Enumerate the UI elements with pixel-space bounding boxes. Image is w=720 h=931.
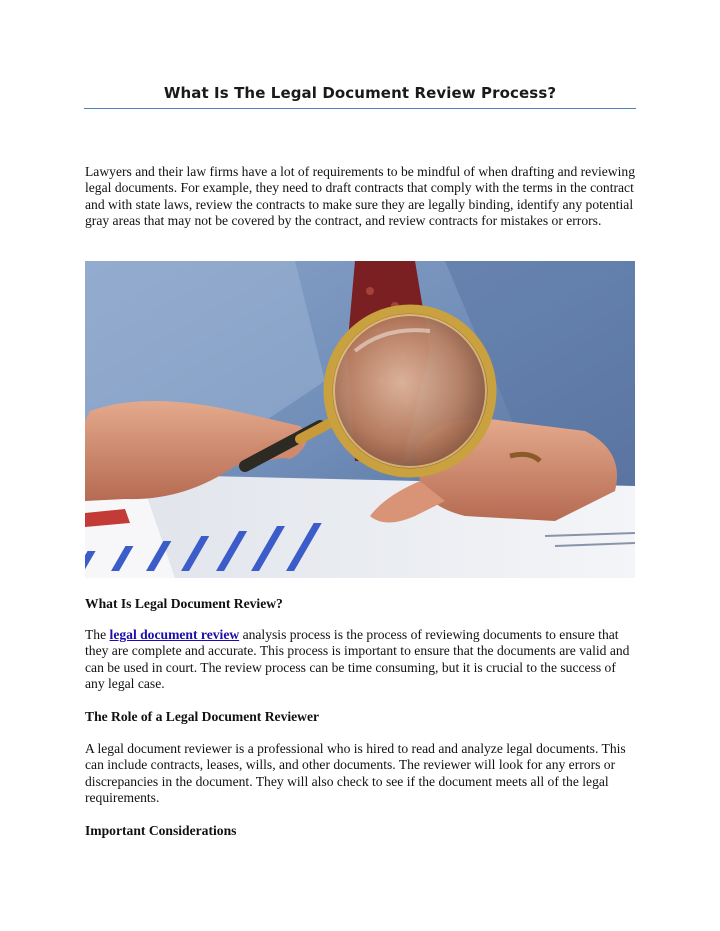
paragraph-body: analysis process is the process of reviewing documents to ensure that they are complete and accurate. This process is important to ensure that the documents are valid and can be used in court. The review process can be time consuming, but it is crucial to the success of any legal case. — [85, 627, 630, 691]
section-what-is-paragraph — [85, 627, 637, 692]
magnifying-glass-photo — [85, 261, 635, 578]
legal-document-review-link[interactable]: legal document review — [109, 627, 240, 642]
section-heading-role: The Role of a Legal Document Reviewer — [85, 709, 320, 724]
title-divider — [84, 108, 636, 109]
section-heading-considerations: Important Considerations — [85, 823, 237, 838]
page-title: What Is The Legal Document Review Process? — [163, 84, 557, 102]
section-heading-what-is: What Is Legal Document Review? — [85, 596, 283, 611]
section-role-paragraph: A legal document reviewer is a professional who is hired to read and analyze legal documents. This can include contracts, leases, wills, and other documents. The reviewer will look for any errors or discrepancies in the document. They will also check to see if the document meets all of the legal requirements. — [85, 741, 626, 805]
paragraph-lead: The — [85, 627, 110, 642]
intro-paragraph: Lawyers and their law firms have a lot of requirements to be mindful of when drafting and reviewing legal documents. For example, they need to draft contracts that comply with the terms in the contract and with state laws, review the contracts to make sure they are legally binding, identify any potential gray areas that may not be covered by the contract, and review contracts for mistakes or errors. — [85, 164, 635, 228]
